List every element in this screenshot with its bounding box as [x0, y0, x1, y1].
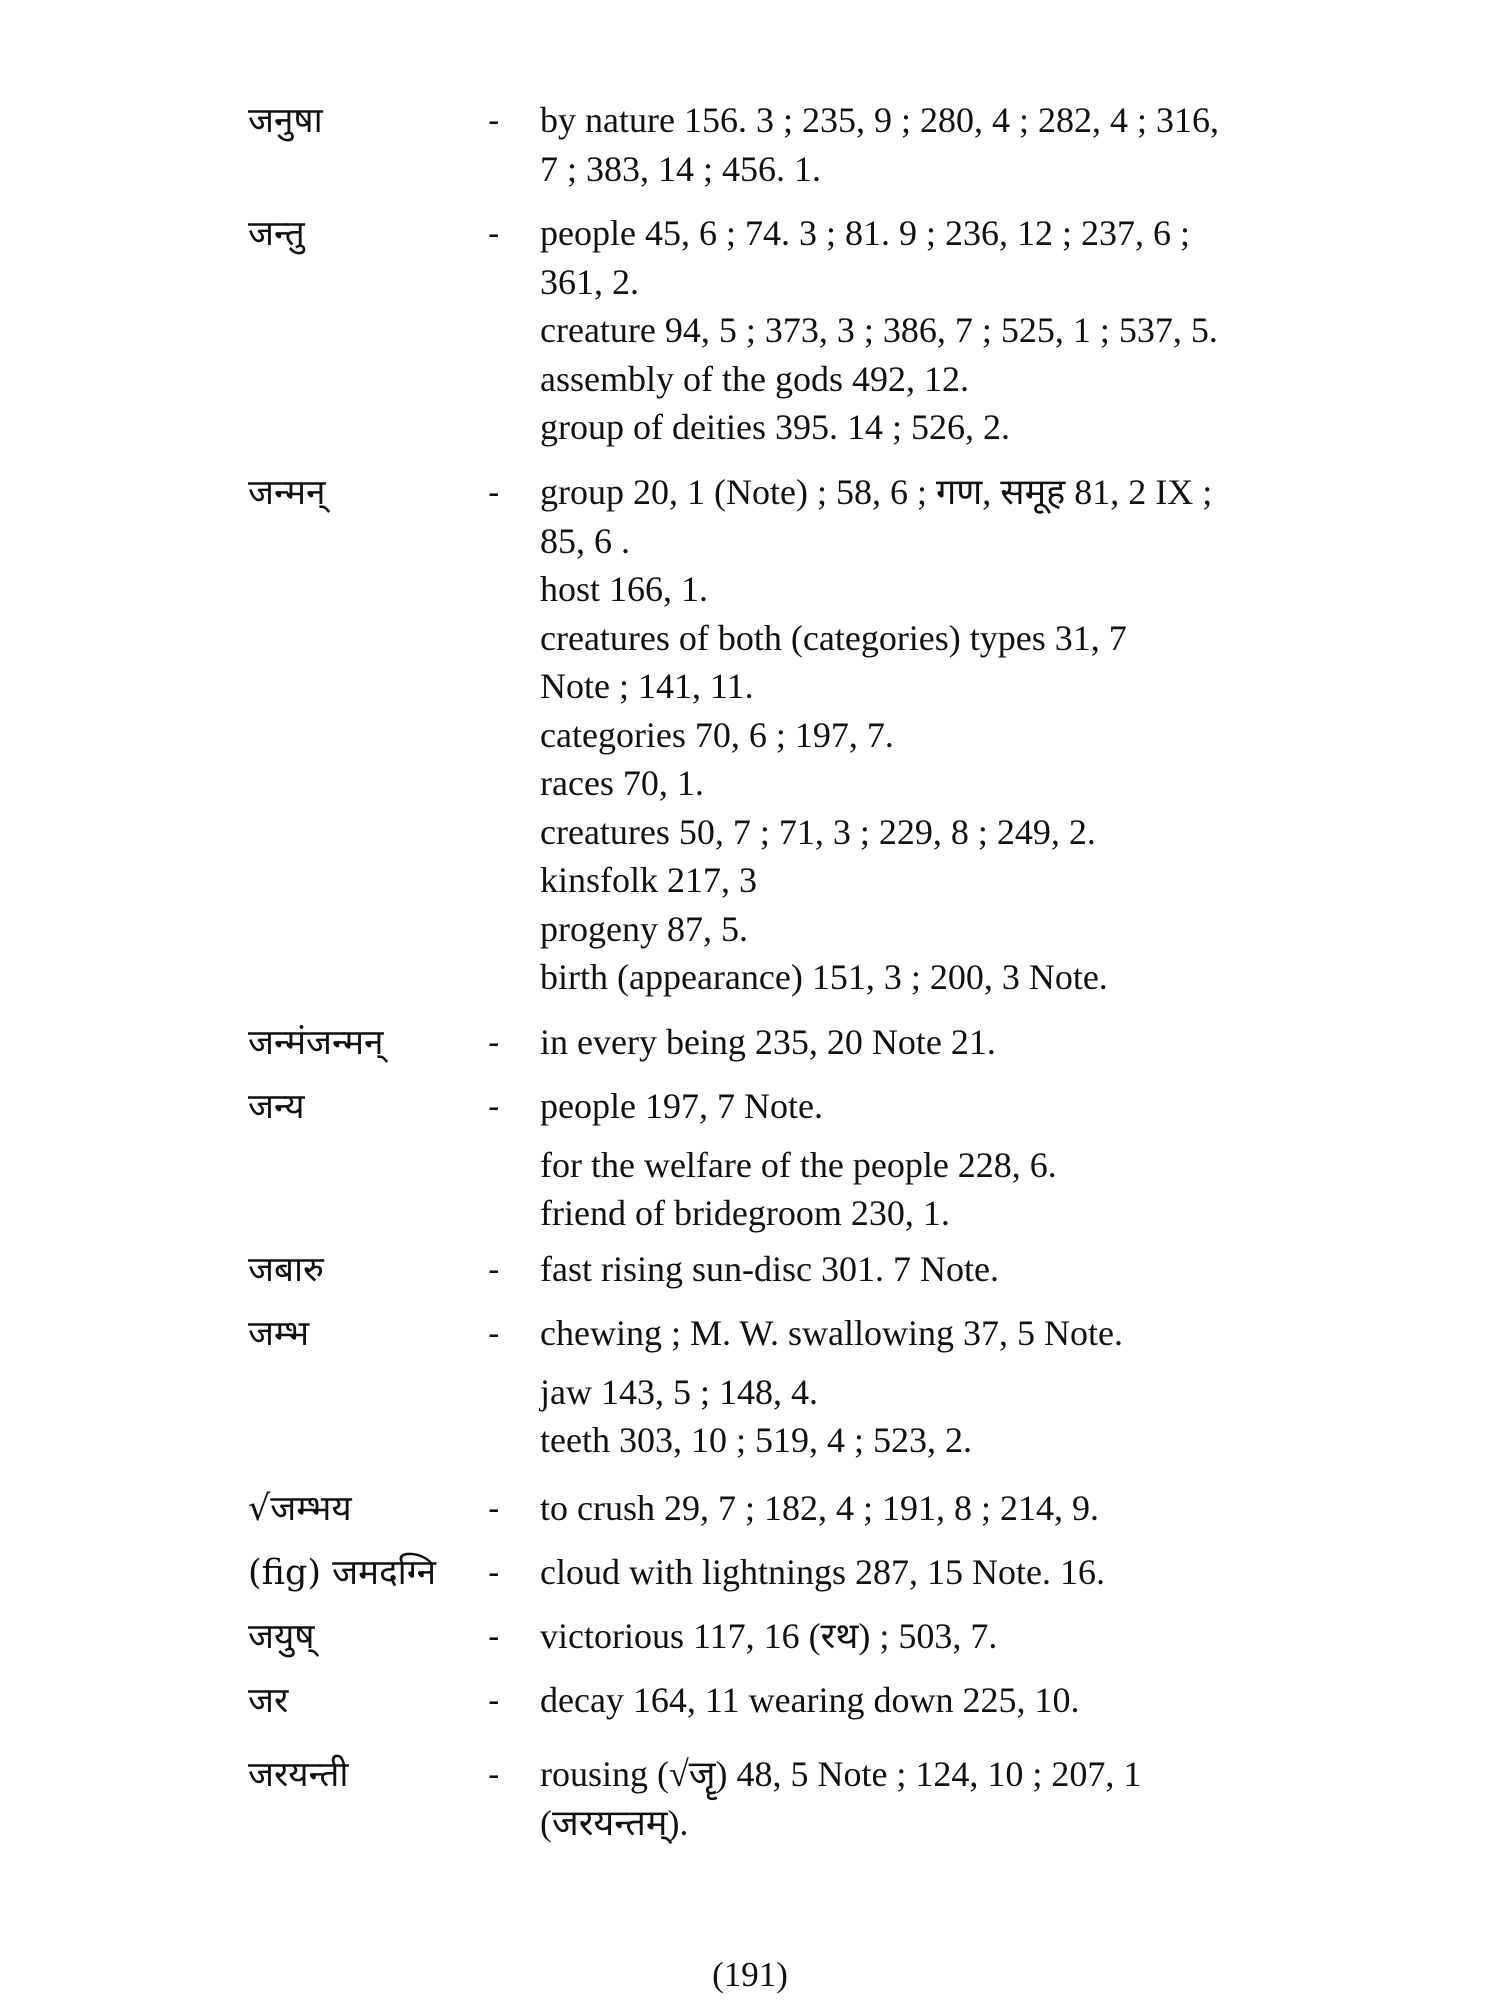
headword: जर	[248, 1681, 289, 1721]
definition-line: cloud with lightnings 287, 15 Note. 16.	[540, 1552, 1105, 1592]
definitions	[540, 1676, 1295, 1725]
headword: जन्मन्	[248, 473, 326, 513]
definition-line: people 45, 6 ; 74. 3 ; 81. 9 ; 236, 12 ; 237, 6 ;	[540, 213, 1190, 253]
definition-line: decay 164, 11 wearing down 225, 10.	[540, 1680, 1080, 1720]
definition-line: friend of bridegroom 230, 1.	[540, 1193, 950, 1233]
definition-line: Note ; 141, 11.	[540, 666, 754, 706]
page-number: (191)	[712, 1955, 788, 1994]
headword: जन्तु	[248, 214, 305, 254]
definitions	[540, 1245, 1295, 1294]
definition-line: rousing (√जॄ) 48, 5 Note ; 124, 10 ; 207, 1	[540, 1754, 1142, 1794]
definitions	[540, 1018, 1295, 1067]
definitions	[540, 1309, 1295, 1465]
definition-line: assembly of the gods 492, 12.	[540, 358, 969, 399]
definition-line: in every being 235, 20 Note 21.	[540, 1022, 996, 1062]
definition-line: categories 70, 6 ; 197, 7.	[540, 714, 894, 755]
headword: जरयन्ती	[248, 1755, 349, 1795]
definition-line: group of deities 395. 14 ; 526, 2.	[540, 407, 1010, 447]
headword: √जम्भय	[248, 1489, 352, 1529]
headword: जन्मंजन्मन्	[248, 1023, 384, 1063]
definition-line: kinsfolk 217, 3	[540, 860, 758, 900]
definition-line: creatures 50, 7 ; 71, 3 ; 229, 8 ; 249, 2.	[540, 811, 1096, 852]
definitions	[540, 1548, 1295, 1597]
definitions	[540, 1082, 1295, 1238]
dash-separator: -	[488, 1617, 500, 1657]
dash-separator: -	[488, 101, 500, 141]
dash-separator: -	[488, 1489, 500, 1529]
headword: जन्य	[248, 1087, 305, 1127]
headword: जबारु	[248, 1250, 324, 1290]
definition-line: (जरयन्तम्).	[540, 1802, 689, 1843]
definition-line: creatures of both (categories) types 31, 7	[540, 617, 1127, 658]
definition-line: progeny 87, 5.	[540, 908, 748, 949]
definition-line: host 166, 1.	[540, 569, 709, 609]
definition-line: victorious 117, 16 (रथ) ; 503, 7.	[540, 1616, 998, 1656]
dash-separator: -	[488, 1755, 500, 1795]
definition-line: group 20, 1 (Note) ; 58, 6 ; गण, समूह 81, 2 IX ;	[540, 472, 1213, 512]
definitions	[540, 1612, 1295, 1661]
definitions	[540, 209, 1295, 452]
definition-line: 7 ; 383, 14 ; 456. 1.	[540, 148, 822, 189]
definition-line: teeth 303, 10 ; 519, 4 ; 523, 2.	[540, 1420, 972, 1460]
headword: जनुषा	[248, 101, 323, 141]
definition-line: races 70, 1.	[540, 763, 704, 803]
definitions	[540, 1484, 1295, 1533]
dash-separator: -	[488, 1553, 500, 1593]
definition-line: to crush 29, 7 ; 182, 4 ; 191, 8 ; 214, 9.	[540, 1488, 1099, 1528]
headword: (fig) जमदग्नि	[248, 1553, 436, 1593]
headword: जयुष्	[248, 1617, 315, 1657]
headword: जम्भ	[248, 1314, 310, 1354]
definition-line: by nature 156. 3 ; 235, 9 ; 280, 4 ; 282, 4 ; 316,	[540, 100, 1219, 140]
definition-line: jaw 143, 5 ; 148, 4.	[540, 1371, 818, 1412]
definition-line: people 197, 7 Note.	[540, 1086, 823, 1126]
definition-line: birth (appearance) 151, 3 ; 200, 3 Note.	[540, 957, 1108, 997]
dash-separator: -	[488, 1314, 500, 1354]
dash-separator: -	[488, 1087, 500, 1127]
definitions	[540, 468, 1295, 1002]
dash-separator: -	[488, 214, 500, 254]
dash-separator: -	[488, 1023, 500, 1063]
definition-line: 361, 2.	[540, 261, 639, 302]
definition-line: creature 94, 5 ; 373, 3 ; 386, 7 ; 525, 1 ; 537, 5.	[540, 310, 1218, 350]
dash-separator: -	[488, 1681, 500, 1721]
definition-line: fast rising sun-disc 301. 7 Note.	[540, 1249, 999, 1289]
definition-line: 85, 6 .	[540, 520, 630, 561]
definitions	[540, 1750, 1295, 1847]
definition-line: for the welfare of the people 228, 6.	[540, 1144, 1057, 1185]
definitions	[540, 96, 1295, 193]
dash-separator: -	[488, 473, 500, 513]
definition-line: chewing ; M. W. swallowing 37, 5 Note.	[540, 1313, 1123, 1353]
dash-separator: -	[488, 1250, 500, 1290]
